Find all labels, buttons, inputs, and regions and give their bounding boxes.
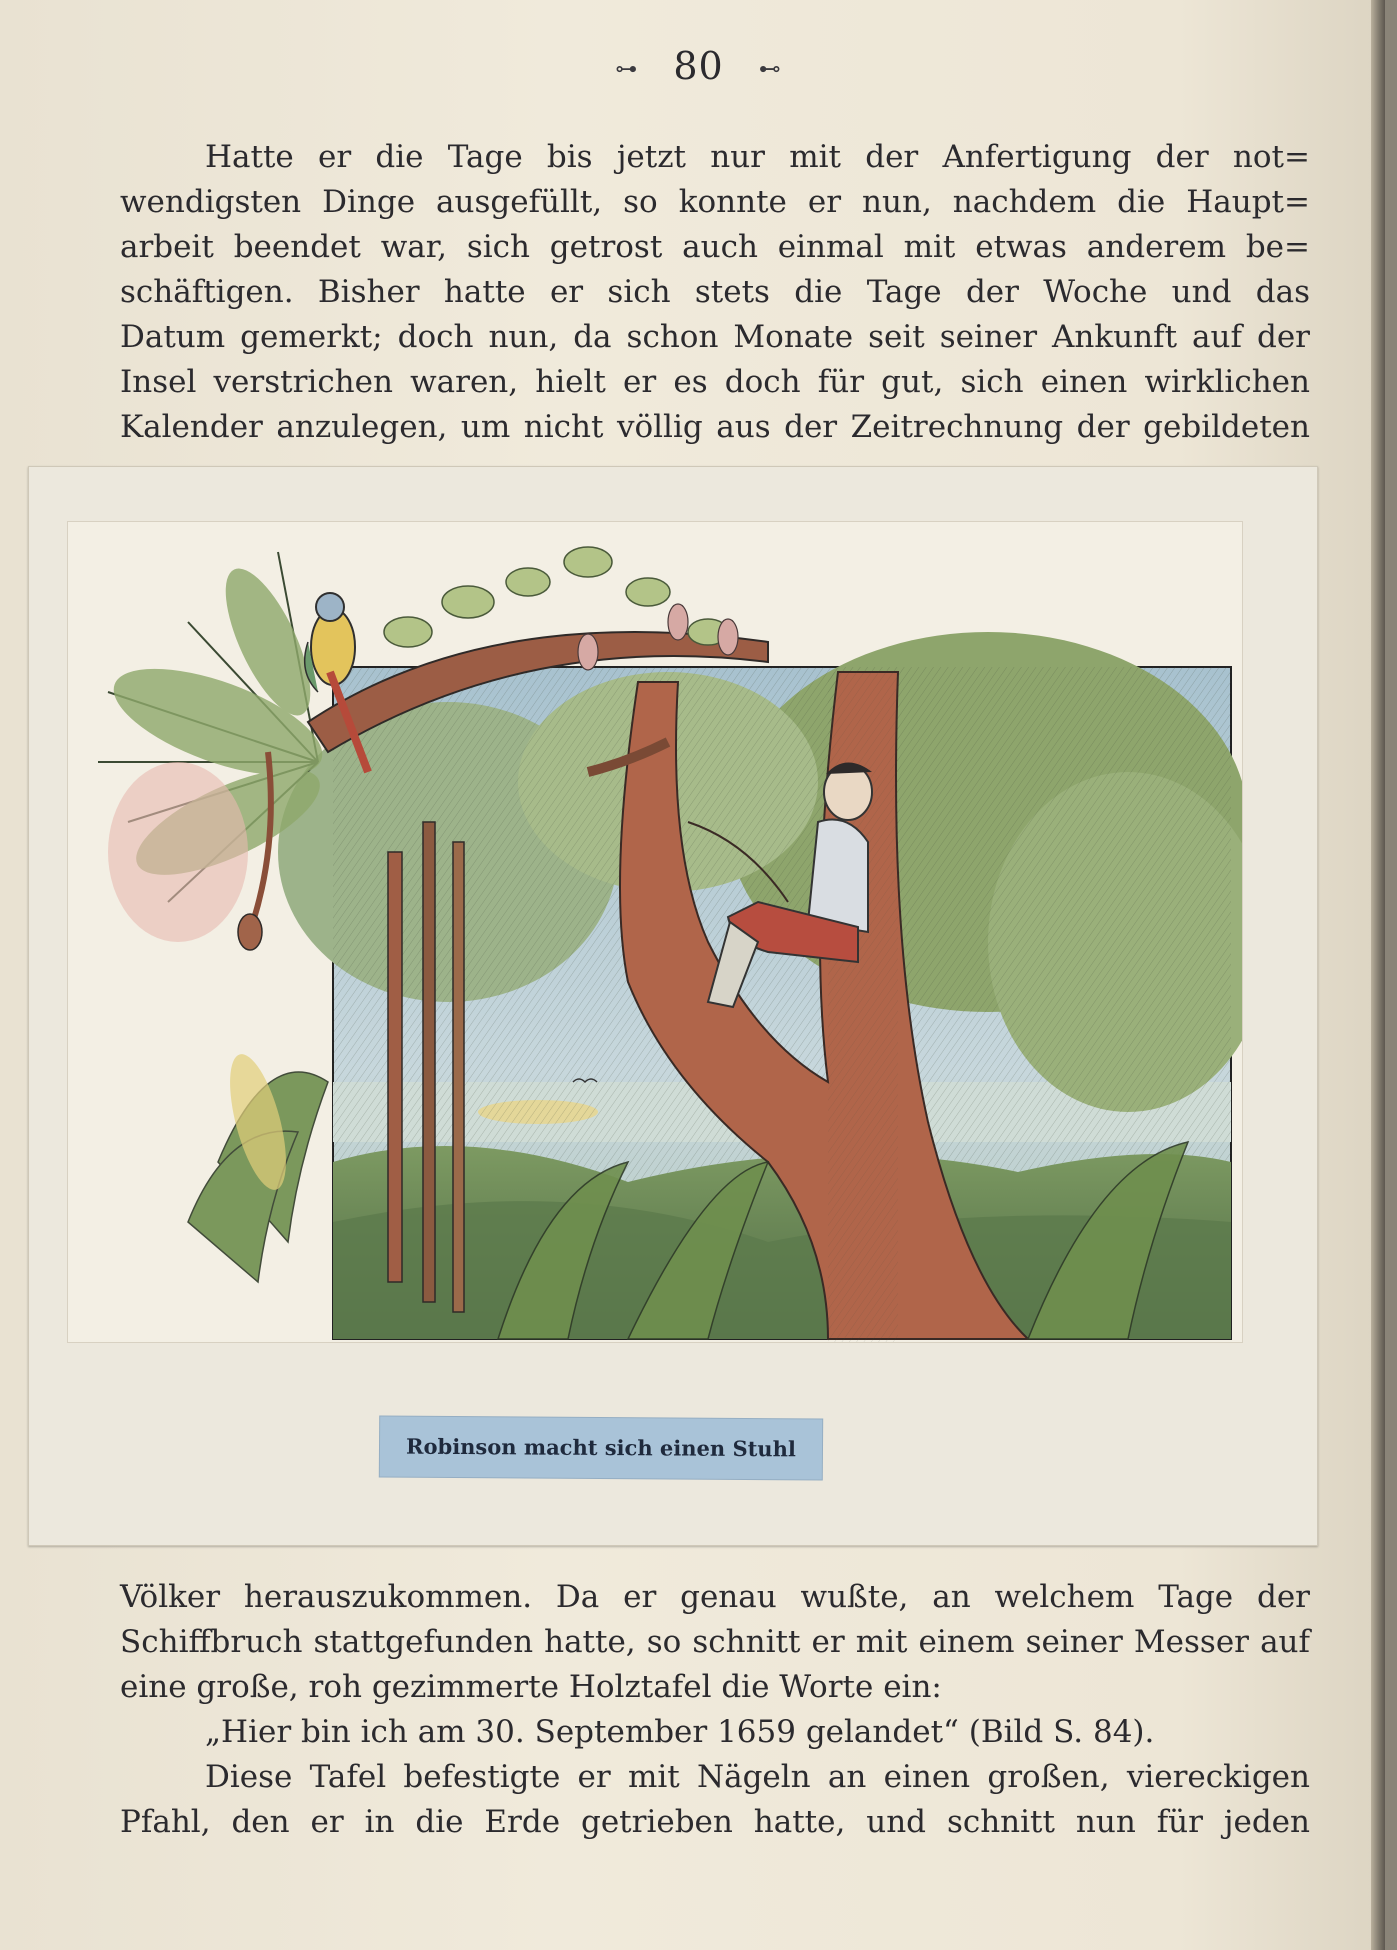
ornament-right-icon: ⊷ [758, 56, 782, 82]
robinson-tree-illustration [68, 522, 1242, 1342]
text-line: Völker herauszukommen. Da er genau wußte, an welchem Tage der [120, 1579, 1310, 1615]
text-line: Datum gemerkt; doch nun, da schon Monate seit seiner Ankunft auf der [120, 319, 1310, 355]
text-line: Insel verstrichen waren, hielt er es doch für gut, sich einen wirklichen [120, 364, 1310, 400]
text-line: Pfahl, den er in die Erde getrieben hatte, und schnitt nun für jeden [120, 1804, 1310, 1840]
text-line: Diese Tafel befestigte er mit Nägeln an einen großen, viereckigen [205, 1759, 1310, 1795]
top-paragraph [120, 135, 1310, 450]
text-line: arbeit beendet war, sich getrost auch einmal mit etwas anderem be= [120, 229, 1310, 265]
text-line: eine große, roh gezimmerte Holztafel die Worte ein: [120, 1669, 942, 1705]
ornament-left-icon: ⊶ [615, 56, 639, 82]
page-edge [1371, 0, 1385, 1950]
illustration-frame [68, 522, 1242, 1342]
text-line: „Hier bin ich am 30. September 1659 gelandet“ (Bild S. 84). [205, 1714, 1155, 1750]
text-line: Schiffbruch stattgefunden hatte, so schnitt er mit einem seiner Messer auf [120, 1624, 1310, 1660]
text-line: schäftigen. Bisher hatte er sich stets die Tage der Woche und das [120, 274, 1310, 310]
text-line: wendigsten Dinge ausgefüllt, so konnte er nun, nachdem die Haupt= [120, 184, 1310, 220]
page-header [0, 40, 1397, 96]
page-number: 80 [673, 44, 724, 88]
text-line: Kalender anzulegen, um nicht völlig aus der Zeitrechnung der gebildeten [120, 409, 1310, 445]
illustration-plate [28, 466, 1318, 1546]
plate-caption [380, 1416, 822, 1479]
bottom-paragraph [120, 1575, 1310, 1845]
text-line: Hatte er die Tage bis jetzt nur mit der Anfertigung der not= [205, 139, 1310, 175]
plate-caption-text: Robinson macht sich einen Stuhl [406, 1433, 796, 1462]
